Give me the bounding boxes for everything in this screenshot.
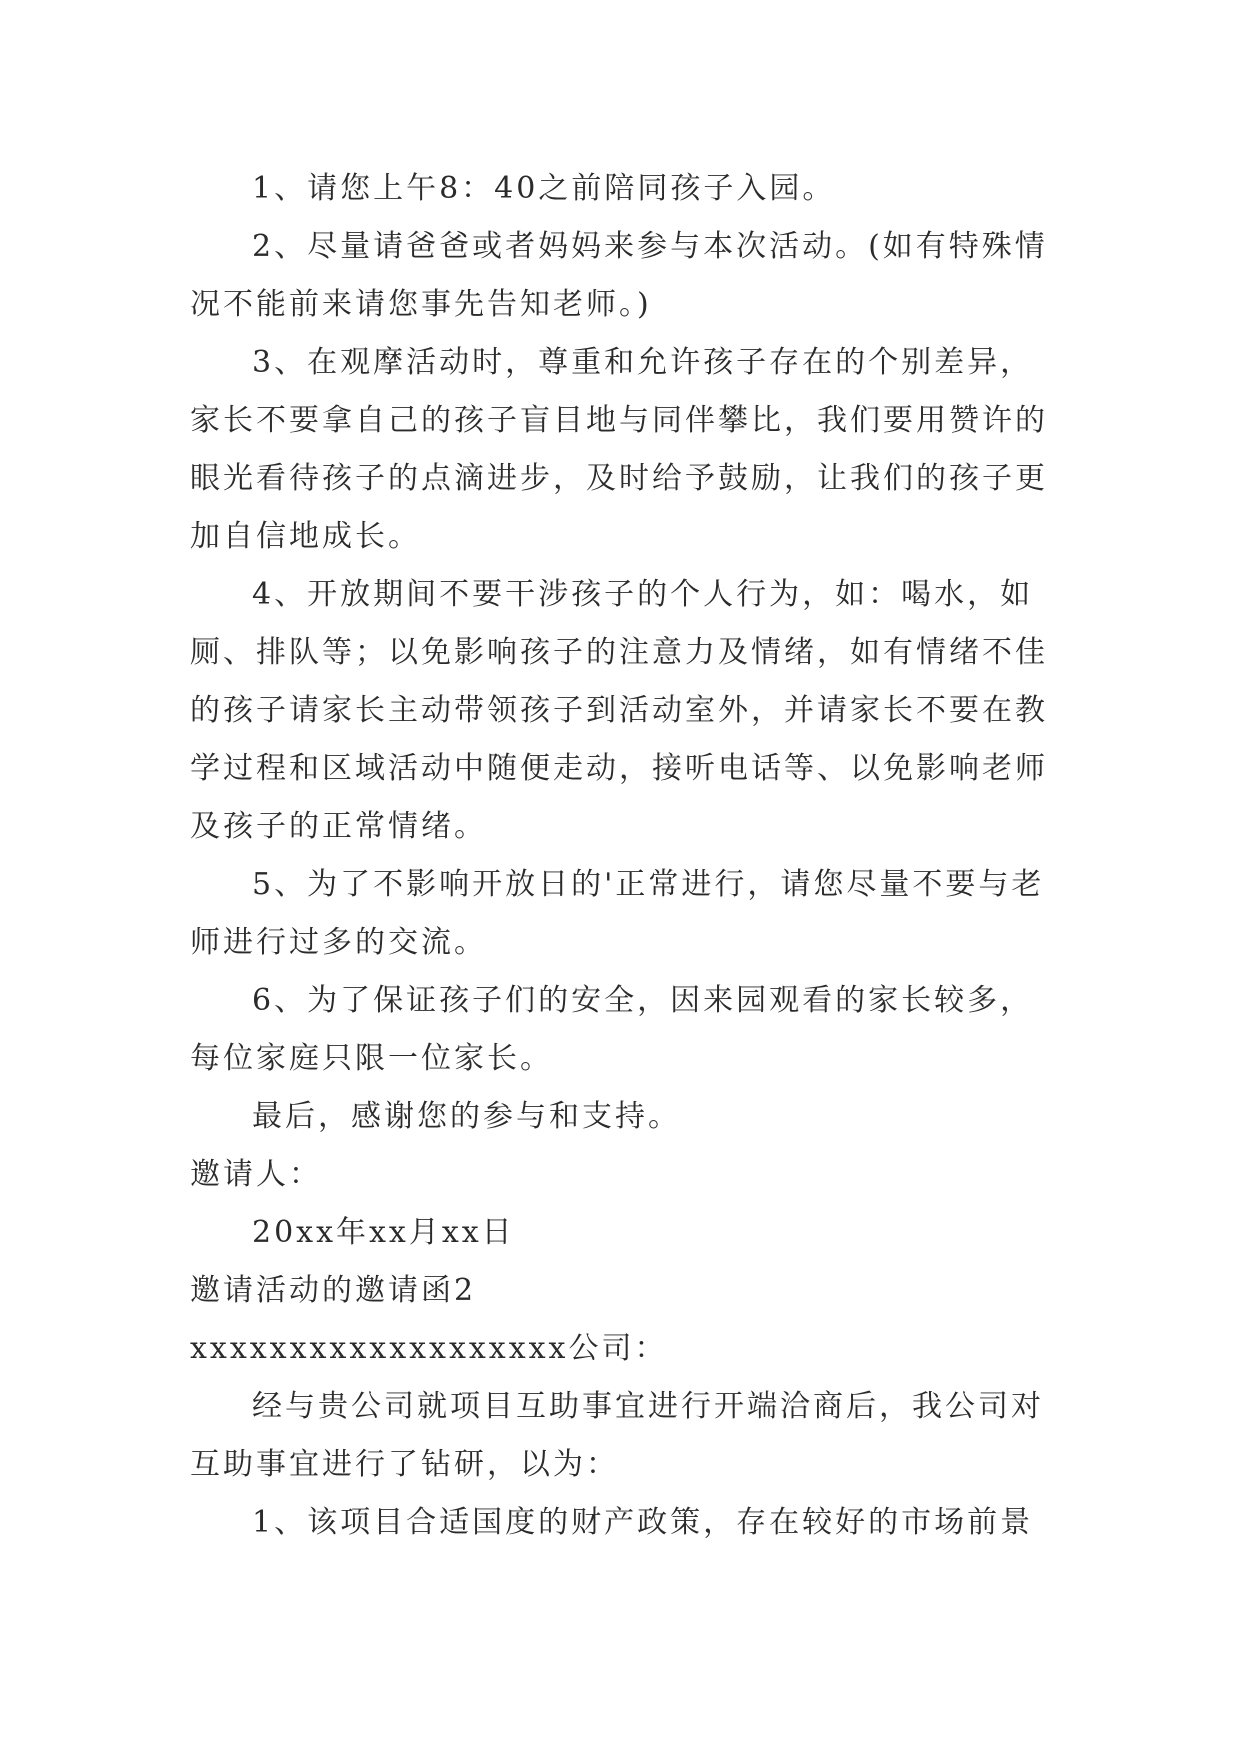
- paragraph-item-3: 3、在观摩活动时，尊重和允许孩子存在的个别差异，家长不要拿自己的孩子盲目地与同伴攀比，我们要用赞许的眼光看待孩子的点滴进步，及时给予鼓励，让我们的孩子更加自信地成长。: [190, 345, 1048, 554]
- letter-point-1: 1、该项目合适国度的财产政策，存在较好的市场前景: [252, 1505, 1034, 1540]
- paragraph-item-4: 4、开放期间不要干涉孩子的个人行为，如：喝水，如厕、排队等；以免影响孩子的注意力及情绪，如有情绪不佳的孩子请家长主动带领孩子到活动室外，并请家长不要在教学过程和区域活动中随便走动，接听电话等、以免影响老师及孩子的正常情绪。: [190, 577, 1048, 844]
- paragraph-item-1: 1、请您上午8：40之前陪同孩子入园。: [252, 171, 836, 206]
- date-line: 20xx年xx月xx日: [252, 1215, 515, 1250]
- paragraph-item-2: 2、尽量请爸爸或者妈妈来参与本次活动。(如有特殊情况不能前来请您事先告知老师。): [190, 229, 1048, 322]
- paragraph-item-6: 6、为了保证孩子们的安全，因来园观看的家长较多，每位家庭只限一位家长。: [190, 983, 1034, 1076]
- section-title: 邀请活动的邀请函2: [190, 1273, 477, 1308]
- letter-body-paragraph: 经与贵公司就项目互助事宜进行开端洽商后，我公司对互助事宜进行了钻研，以为：: [190, 1389, 1044, 1482]
- paragraph-item-5: 5、为了不影响开放日的'正常进行，请您尽量不要与老师进行过多的交流。: [190, 867, 1045, 960]
- document-body: [190, 160, 1050, 1552]
- recipient-line: xxxxxxxxxxxxxxxxxxx公司：: [190, 1331, 668, 1366]
- inviter-label: 邀请人：: [190, 1157, 322, 1192]
- closing-thanks: 最后，感谢您的参与和支持。: [252, 1099, 681, 1134]
